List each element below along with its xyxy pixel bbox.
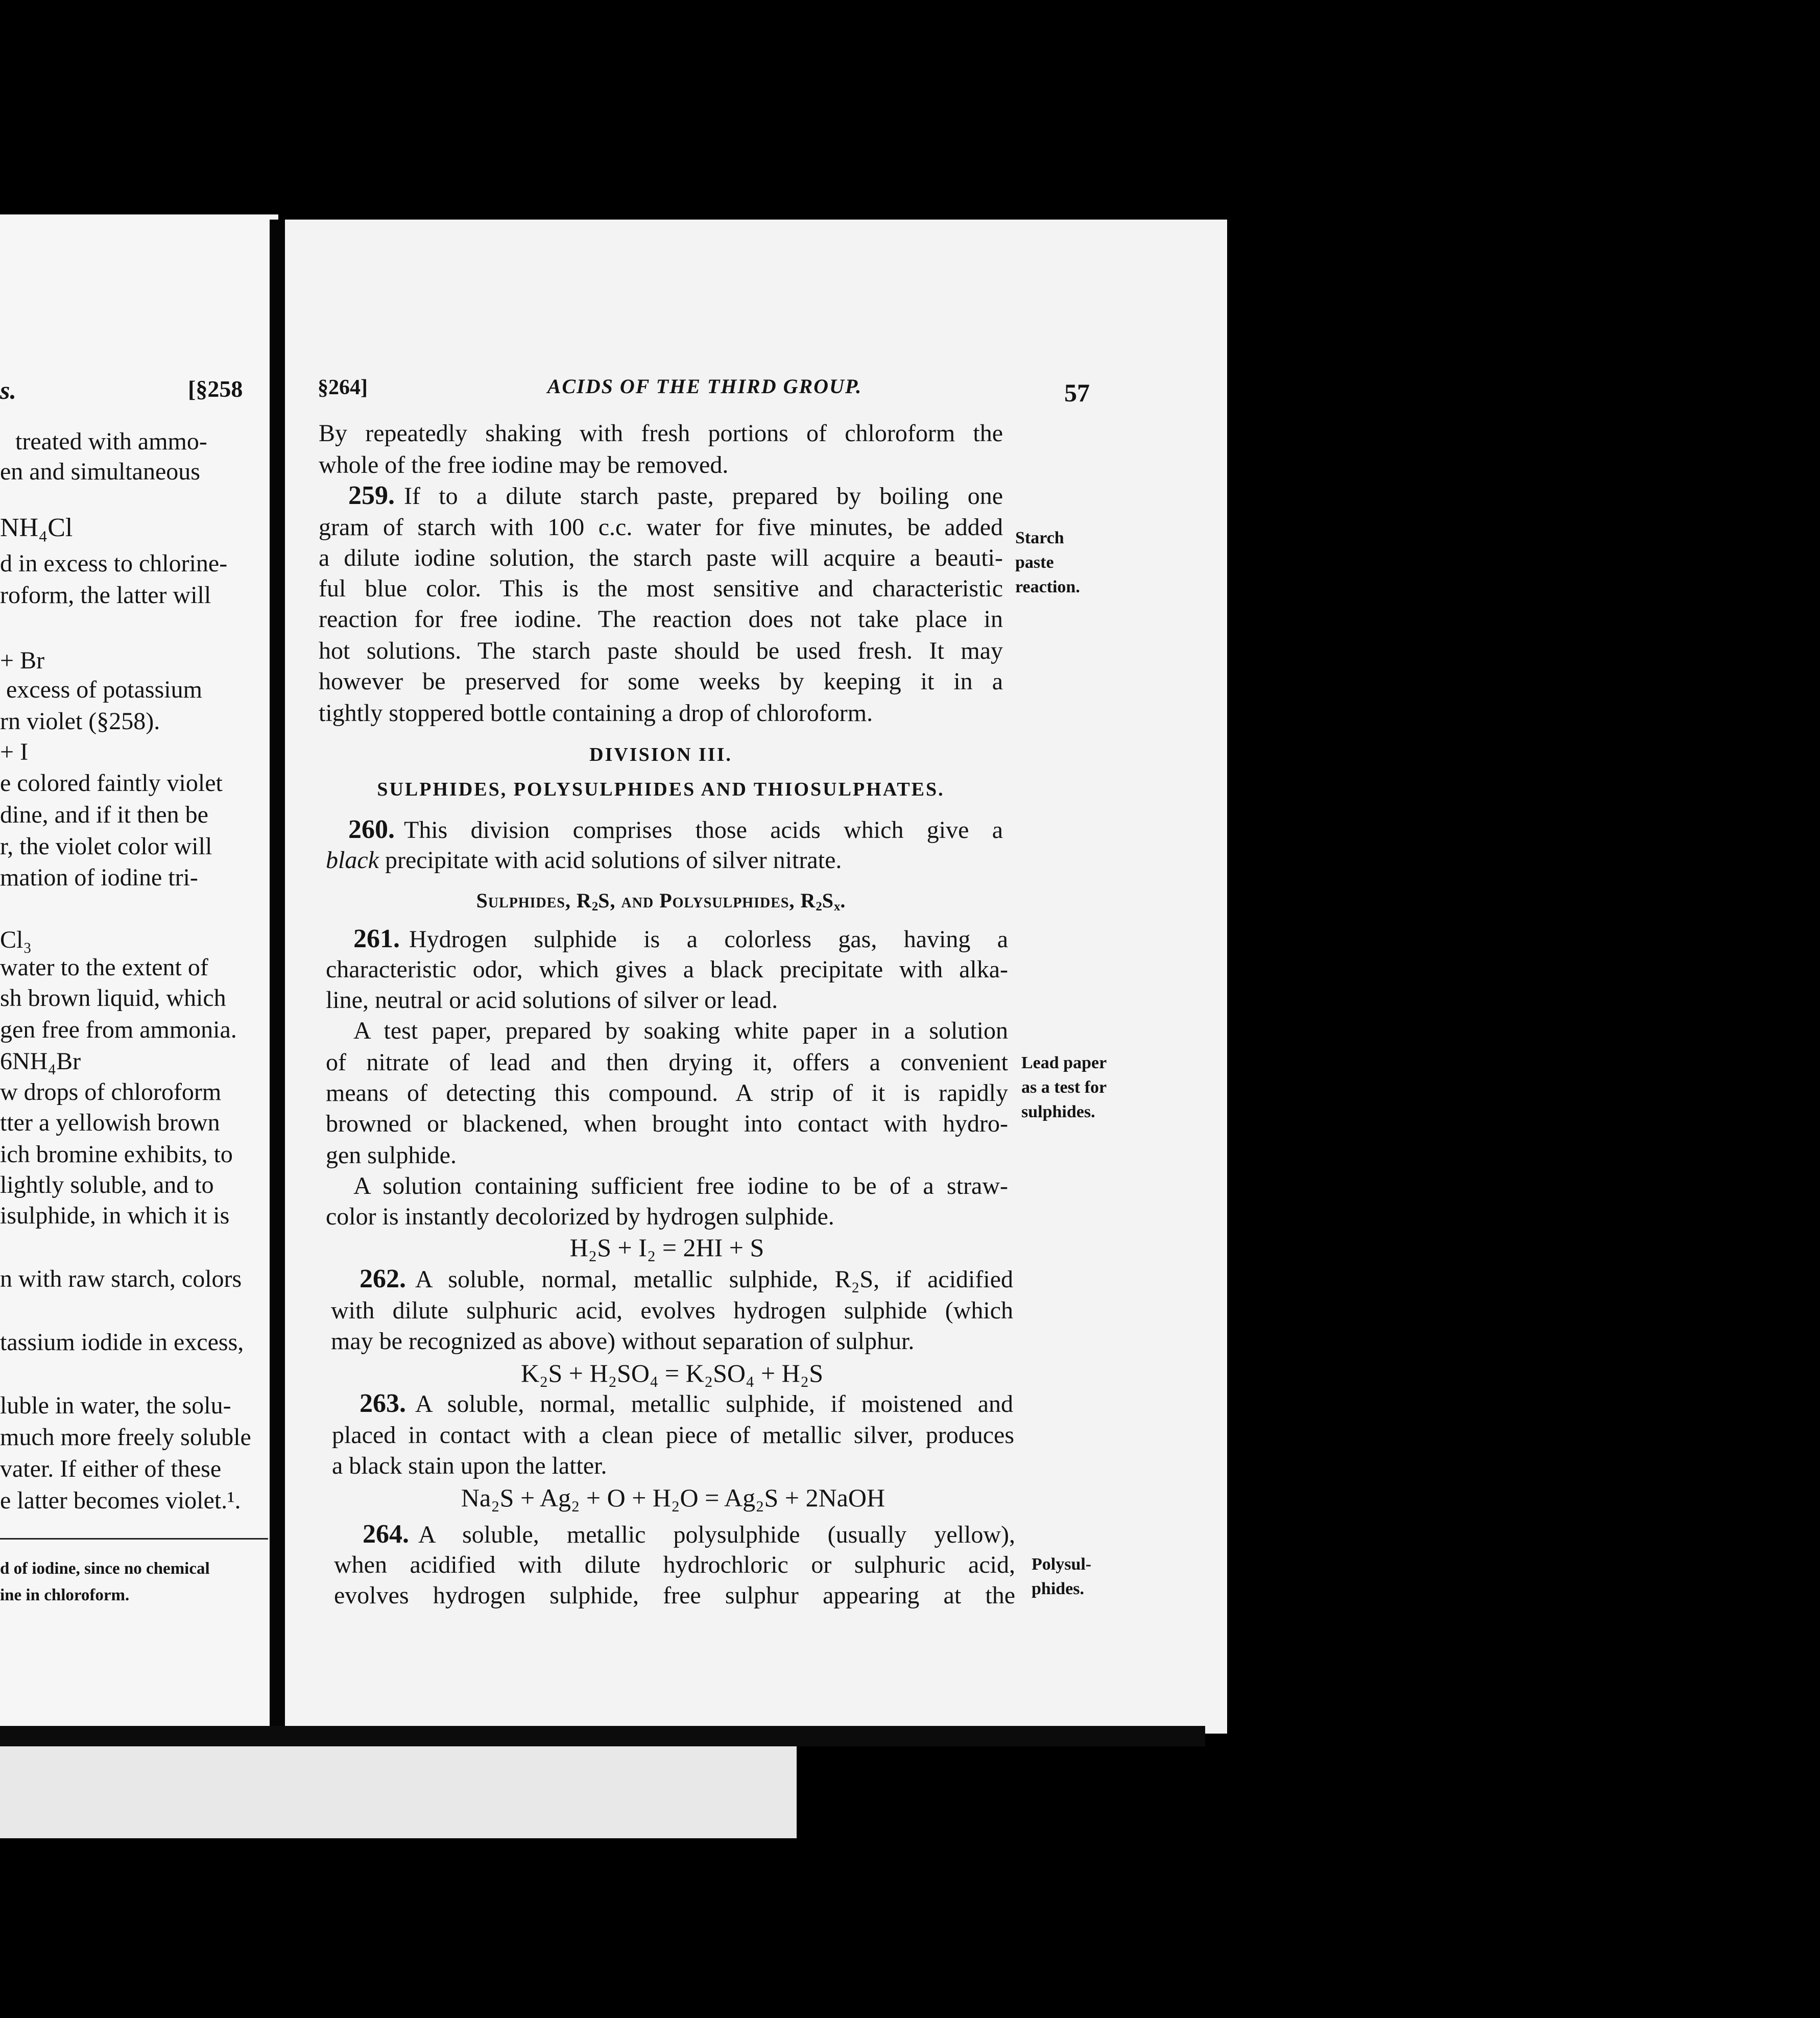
margin-note: Starch bbox=[1015, 528, 1064, 547]
body-line: of nitrate of lead and then drying it, offers a convenient bbox=[326, 1049, 1008, 1076]
division-heading: DIVISION III. bbox=[589, 744, 732, 765]
footnote-rule bbox=[0, 1538, 268, 1540]
left-footnote-line: ine in chloroform. bbox=[0, 1586, 130, 1604]
left-line: sh brown liquid, which bbox=[0, 984, 226, 1012]
paragraph-first-line: 260. This division comprises those acids which give a bbox=[348, 815, 1003, 844]
margin-note: paste bbox=[1015, 553, 1054, 572]
left-text-column bbox=[0, 0, 271, 1604]
left-line: dine, and if it then be bbox=[0, 801, 208, 828]
body-line: color is instantly decolorized by hydrogen sulphide. bbox=[326, 1203, 834, 1230]
left-header-right: [§258 bbox=[188, 376, 243, 402]
running-title: ACIDS OF THE THIRD GROUP. bbox=[547, 375, 863, 398]
left-line: NH₄Cl bbox=[0, 513, 73, 542]
body-line: tightly stoppered bottle containing a drop of chloroform. bbox=[319, 700, 873, 727]
left-line: + Br bbox=[0, 647, 45, 674]
right-black-border bbox=[1227, 0, 1820, 2018]
left-footnote-line: d of iodine, since no chemical bbox=[0, 1559, 210, 1578]
body-line: black precipitate with acid solutions of silver nitrate. bbox=[326, 847, 842, 874]
margin-note: as a test for bbox=[1021, 1078, 1107, 1097]
division-title: SULPHIDES, POLYSULPHIDES AND THIOSULPHATES. bbox=[377, 779, 945, 800]
paragraph-number: 263. bbox=[360, 1389, 406, 1418]
left-line: e colored faintly violet bbox=[0, 770, 223, 797]
left-line: gen free from ammonia. bbox=[0, 1016, 237, 1043]
body-line: placed in contact with a clean piece of metallic silver, produces bbox=[332, 1422, 1014, 1449]
left-header-left: s. bbox=[0, 376, 16, 404]
paragraph-number: 260. bbox=[348, 815, 395, 844]
paragraph-first-line: 262. A soluble, normal, metallic sulphide, R₂S, if acidified bbox=[360, 1264, 1013, 1293]
left-line: 6NH₄Br bbox=[0, 1048, 81, 1075]
left-line: luble in water, the solu- bbox=[0, 1392, 231, 1419]
left-line: isulphide, in which it is bbox=[0, 1202, 230, 1229]
subheading: Sulphides, $R_2S$, and Polysulphides, $R_2S_x$. bbox=[476, 889, 846, 914]
paragraph-first-line: 261. Hydrogen sulphide is a colorless gas, having a bbox=[353, 924, 1008, 953]
left-line: excess of potassium bbox=[6, 676, 202, 703]
paragraph-number: 259. bbox=[348, 481, 395, 510]
paragraph-first-line: 259. If to a dilute starch paste, prepared by boiling one bbox=[348, 481, 1003, 510]
body-line: gram of starch with 100 c.c. water for five minutes, be added bbox=[319, 514, 1003, 541]
paragraph-number: 264. bbox=[363, 1520, 409, 1549]
body-line: ful blue color. This is the most sensitive and characteristic bbox=[319, 575, 1003, 602]
left-line: w drops of chloroform bbox=[0, 1078, 222, 1106]
margin-note: Polysul- bbox=[1032, 1555, 1092, 1574]
body-line: means of detecting this compound. A strip of it is rapidly bbox=[326, 1079, 1008, 1107]
bottom-black-border bbox=[0, 1838, 1820, 2018]
margin-note: reaction. bbox=[1015, 578, 1080, 596]
left-line: rn violet (§258). bbox=[0, 708, 160, 735]
body-line: characteristic odor, which gives a black precipitate with alka- bbox=[326, 956, 1008, 983]
left-line: Cl₃ bbox=[0, 926, 32, 953]
left-line: r, the violet color will bbox=[0, 833, 212, 860]
body-line: with dilute sulphuric acid, evolves hydrogen sulphide (which bbox=[331, 1297, 1013, 1324]
margin-note: sulphides. bbox=[1021, 1102, 1095, 1121]
equation: Na₂S + Ag₂ + O + H₂O = Ag₂S + 2NaOH bbox=[461, 1483, 885, 1512]
body-line: a black stain upon the latter. bbox=[332, 1452, 607, 1479]
lower-paper-strip bbox=[0, 1746, 797, 1838]
left-line: en and simultaneous bbox=[0, 458, 200, 485]
paragraph-first-line: A solution containing sufficient free iodine to be of a straw- bbox=[353, 1172, 1008, 1199]
left-line: tter a yellowish brown bbox=[0, 1109, 220, 1136]
paragraph-number: 261. bbox=[353, 924, 400, 953]
body-line: a dilute iodine solution, the starch paste will acquire a beauti- bbox=[319, 544, 1003, 571]
left-line: tassium iodide in excess, bbox=[0, 1329, 244, 1356]
equation: K₂S + H₂SO₄ = K₂SO₄ + H₂S bbox=[520, 1359, 824, 1387]
body-line: gen sulphide. bbox=[326, 1142, 457, 1169]
paragraph-first-line: 263. A soluble, normal, metallic sulphide, if moistened and bbox=[360, 1389, 1013, 1418]
left-line: treated with ammo- bbox=[15, 428, 207, 455]
left-line: lightly soluble, and to bbox=[0, 1171, 214, 1198]
left-line: n with raw starch, colors bbox=[0, 1265, 242, 1292]
margin-note: Lead paper bbox=[1021, 1053, 1107, 1072]
left-line: roform, the latter will bbox=[0, 582, 211, 609]
page-section-ref: §264] bbox=[318, 376, 368, 399]
body-line: reaction for free iodine. The reaction does not take place in bbox=[319, 606, 1003, 633]
left-line: mation of iodine tri- bbox=[0, 864, 198, 891]
top-black-border bbox=[0, 0, 1820, 214]
left-line: + I bbox=[0, 738, 29, 765]
body-line: when acidified with dilute hydrochloric or sulphuric acid, bbox=[334, 1551, 1015, 1578]
lower-paper-shadow bbox=[0, 1726, 1205, 1746]
body-line: By repeatedly shaking with fresh portions of chloroform the bbox=[319, 420, 1003, 447]
body-line: may be recognized as above) without separation of sulphur. bbox=[331, 1328, 915, 1355]
emphasis: black bbox=[326, 847, 379, 874]
paragraph-first-line: A test paper, prepared by soaking white paper in a solution bbox=[353, 1017, 1008, 1044]
body-line: browned or blackened, when brought into contact with hydro- bbox=[326, 1110, 1008, 1137]
body-line: hot solutions. The starch paste should be used fresh. It may bbox=[319, 637, 1003, 664]
left-line: vater. If either of these bbox=[0, 1455, 222, 1482]
left-line: water to the extent of bbox=[0, 954, 208, 981]
paragraph-number: 262. bbox=[360, 1264, 406, 1293]
left-line: much more freely soluble bbox=[0, 1424, 251, 1451]
left-line: e latter becomes violet.¹. bbox=[0, 1487, 241, 1514]
binding-gutter bbox=[270, 220, 285, 1731]
left-line: ich bromine exhibits, to bbox=[0, 1141, 233, 1168]
body-line: whole of the free iodine may be removed. bbox=[319, 451, 729, 478]
margin-note: phides. bbox=[1032, 1579, 1084, 1598]
body-line: however be preserved for some weeks by keeping it in a bbox=[319, 668, 1003, 695]
left-line: d in excess to chlorine- bbox=[0, 550, 228, 577]
body-line: evolves hydrogen sulphide, free sulphur appearing at the bbox=[334, 1582, 1015, 1609]
equation: H₂S + I₂ = 2HI + S bbox=[569, 1233, 764, 1262]
paragraph-first-line: 264. A soluble, metallic polysulphide (usually yellow), bbox=[363, 1520, 1015, 1549]
page-number: 57 bbox=[1064, 378, 1090, 407]
body-line: line, neutral or acid solutions of silver or lead. bbox=[326, 987, 778, 1014]
